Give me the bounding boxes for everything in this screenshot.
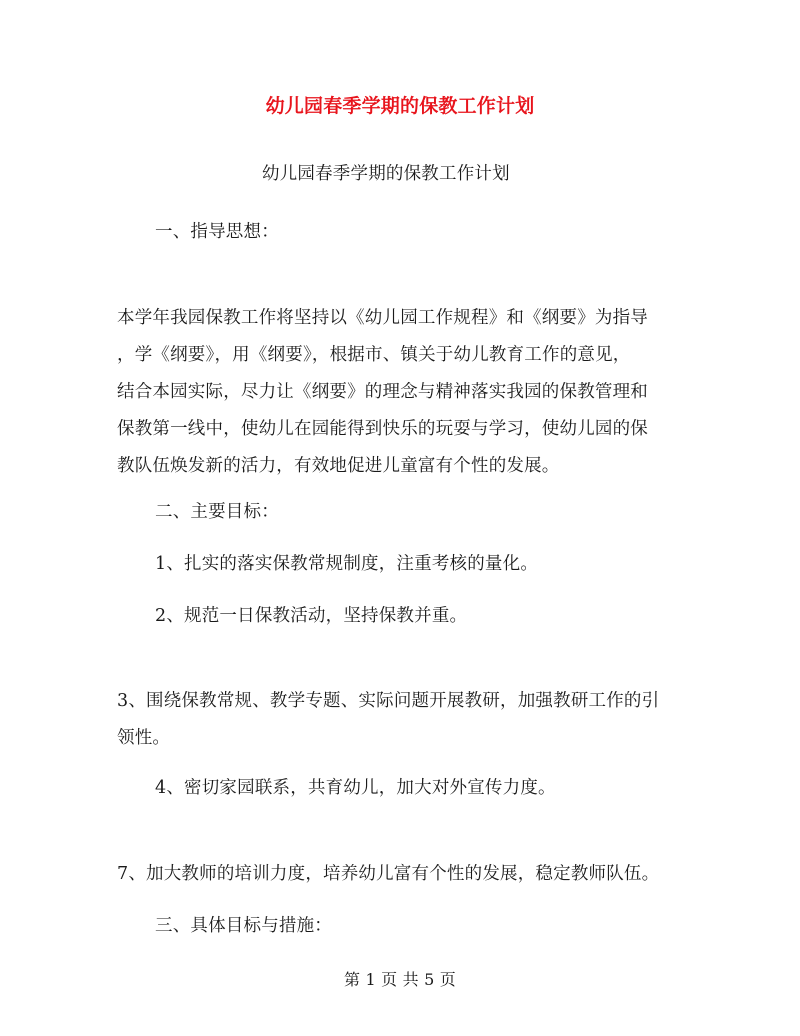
paragraph-line: 教队伍焕发新的活力，有效地促进儿童富有个性的发展。 (117, 456, 560, 476)
paragraph-line: 本学年我园保教工作将坚持以《幼儿园工作规程》和《纲要》为指导 (117, 308, 648, 328)
section-heading-guiding-ideology: 一、指导思想： (155, 222, 279, 242)
goal-item-2: 2、规范一日保教活动，坚持保教并重。 (155, 606, 468, 626)
goal-item-4: 4、密切家园联系，共育幼儿，加大对外宣传力度。 (155, 778, 556, 798)
paragraph-line: 保教第一线中，使幼儿在园能得到快乐的玩耍与学习，使幼儿园的保 (117, 419, 648, 439)
goal-item-1: 1、扎实的落实保教常规制度，注重考核的量化。 (155, 554, 539, 574)
paragraph-line: ，学《纲要》，用《纲要》，根据市、镇关于幼儿教育工作的意见， (117, 345, 631, 365)
section-heading-specific-goals: 三、具体目标与措施： (155, 916, 332, 936)
section-heading-main-goals: 二、主要目标： (155, 502, 279, 522)
goal-item-7: 7、加大教师的培训力度，培养幼儿富有个性的发展，稳定教师队伍。 (117, 864, 660, 884)
paragraph-line: 结合本园实际，尽力让《纲要》的理念与精神落实我园的保教管理和 (117, 382, 648, 402)
page-indicator: 第 1 页 共 5 页 (344, 970, 456, 989)
document-title: 幼儿园春季学期的保教工作计划 (265, 95, 535, 117)
goal-item-3-line: 3、围绕保教常规、教学专题、实际问题开展教研，加强教研工作的引 (117, 691, 660, 711)
document-subtitle: 幼儿园春季学期的保教工作计划 (262, 164, 510, 184)
goal-item-3-line: 领性。 (117, 728, 171, 748)
